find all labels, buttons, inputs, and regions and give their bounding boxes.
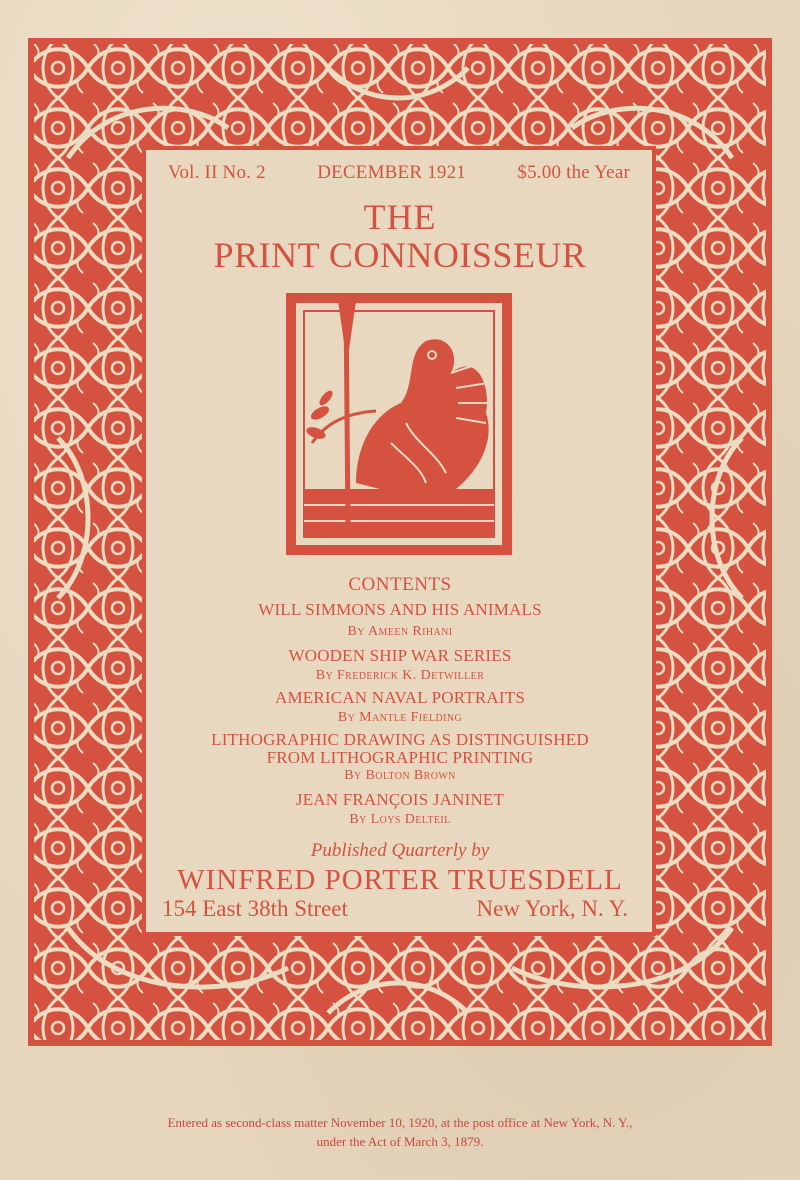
article-title-continued: FROM LITHOGRAPHIC PRINTING: [266, 748, 534, 767]
city-address: New York, N. Y.: [476, 896, 628, 921]
issue-date: DECEMBER 1921: [317, 162, 466, 183]
publisher-address: [162, 896, 628, 922]
title-line-1: THE: [363, 197, 437, 237]
publisher-tagline: Published Quarterly by: [310, 840, 490, 861]
issue-header: [168, 162, 630, 184]
article-author: By Mantle Fielding: [337, 710, 463, 725]
postal-notice-line-1: Entered as second-class matter November 10, 1920, at the post office at New York, N. Y.,: [167, 1115, 633, 1130]
griffin-woodcut: [286, 293, 512, 555]
street-address: 154 East 38th Street: [162, 896, 348, 921]
article-title: JEAN FRANÇOIS JANINET: [295, 790, 505, 809]
volume-number: Vol. II No. 2: [168, 162, 266, 183]
article-author: By Bolton Brown: [344, 768, 456, 783]
article-author: By Frederick K. Detwiller: [315, 668, 485, 683]
postal-notice-line-2: under the Act of March 3, 1879.: [316, 1134, 484, 1149]
article-author: By Loys Delteil: [349, 812, 451, 827]
article-title: LITHOGRAPHIC DRAWING AS DISTINGUISHED: [211, 730, 589, 749]
article-title: AMERICAN NAVAL PORTRAITS: [275, 688, 525, 707]
article-author: By Ameen Rihani: [347, 624, 453, 639]
subscription-price: $5.00 the Year: [517, 162, 630, 183]
contents-heading: CONTENTS: [348, 574, 452, 595]
publisher-name: WINFRED PORTER TRUESDELL: [177, 864, 623, 896]
article-title: WOODEN SHIP WAR SERIES: [288, 646, 512, 665]
griffin-icon: [286, 293, 512, 555]
title-line-2: PRINT CONNOISSEUR: [213, 235, 587, 275]
article-title: WILL SIMMONS AND HIS ANIMALS: [258, 600, 542, 619]
